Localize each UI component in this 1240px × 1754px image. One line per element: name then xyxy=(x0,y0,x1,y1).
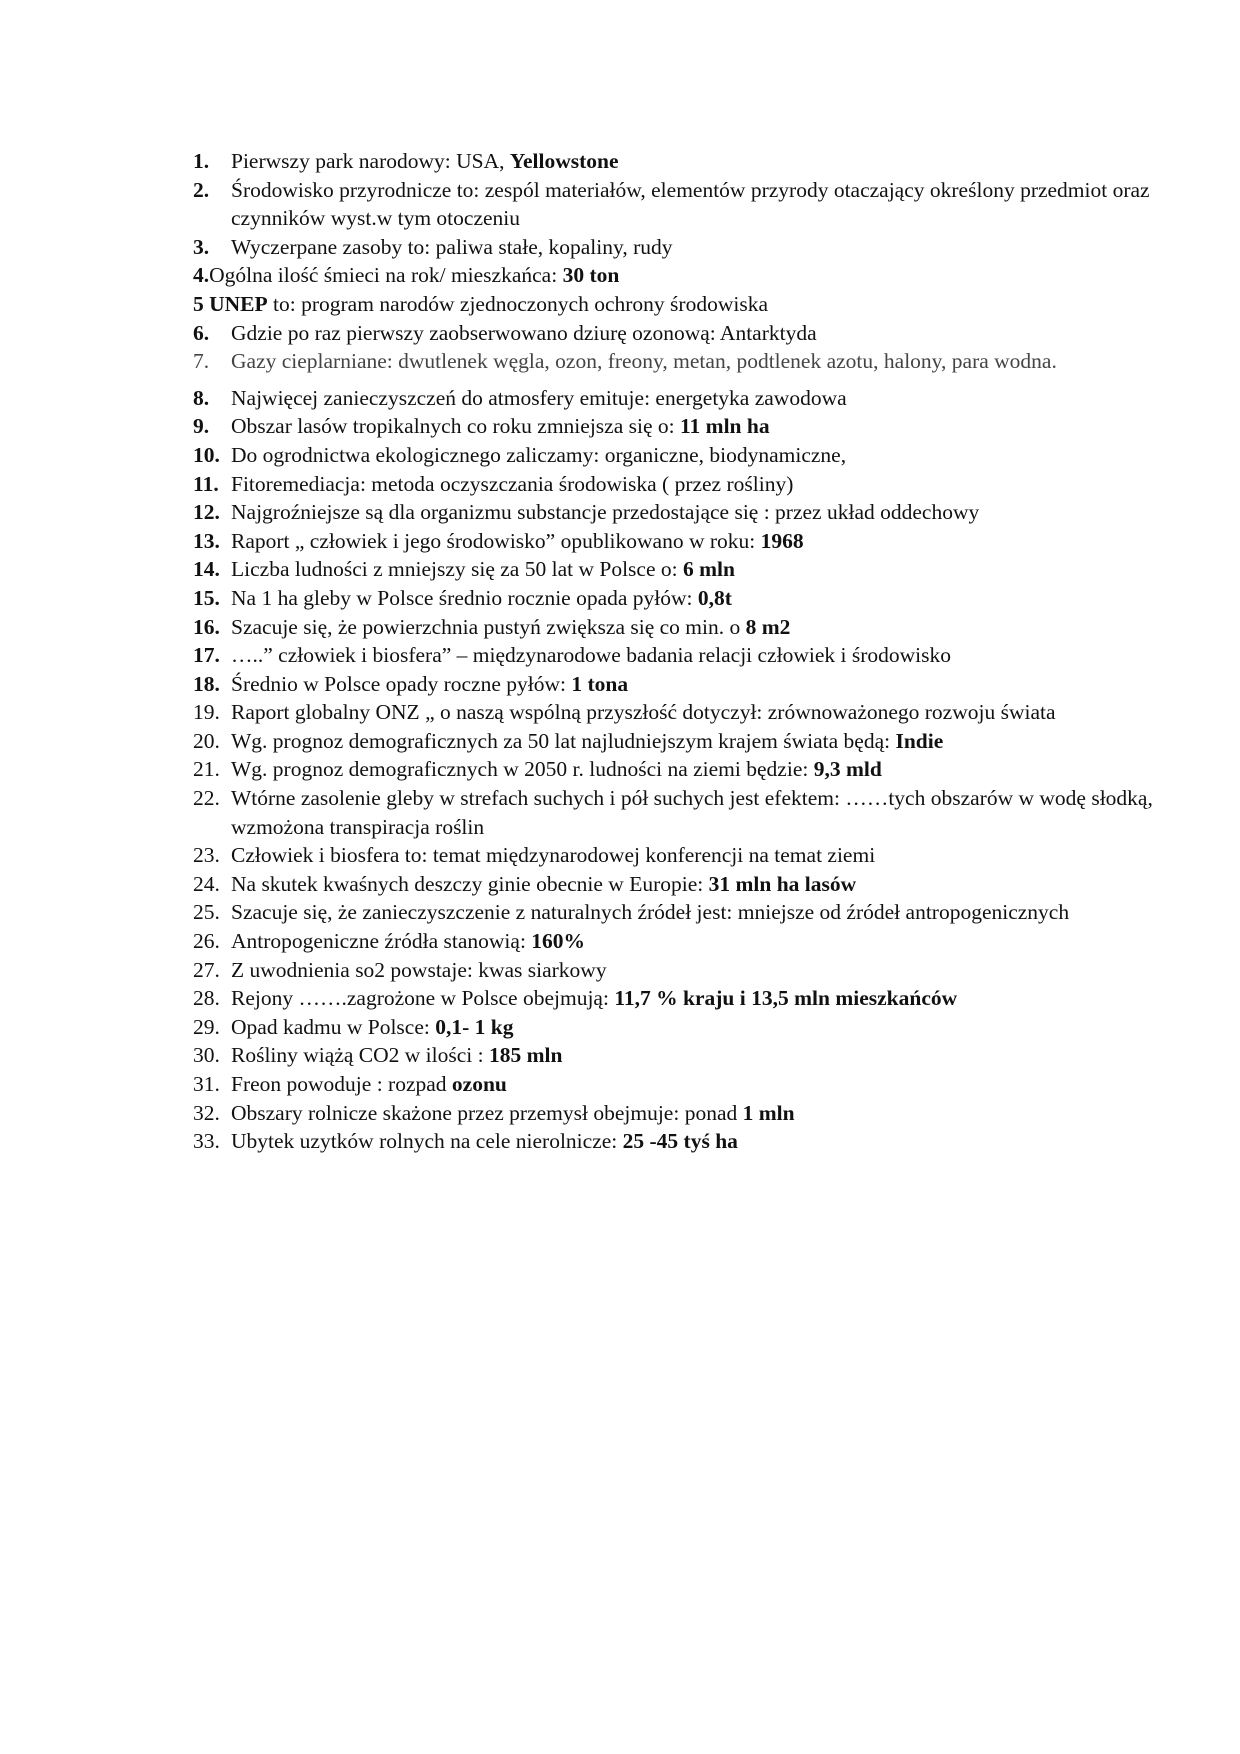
list-item-text xyxy=(231,956,1193,985)
list-item xyxy=(193,641,1193,670)
highlighted-answer: 6 mln xyxy=(682,557,735,582)
list-item-number: 3. xyxy=(193,234,210,259)
list-item-text xyxy=(231,898,1193,927)
list-item-text xyxy=(231,498,1193,527)
list-item xyxy=(193,441,1193,470)
list-item xyxy=(193,898,1193,927)
text-segment: Ubytek uzytków rolnych na cele nierolnicze: xyxy=(231,1129,623,1154)
list-item-number: 25. xyxy=(193,900,220,925)
text-segment: Obszar lasów tropikalnych co roku zmniejsza się o: xyxy=(231,414,680,439)
list-item-number: 10. xyxy=(193,442,220,467)
list-item-text xyxy=(209,263,619,287)
list-item-number: 9. xyxy=(193,414,210,439)
list-item-text xyxy=(231,1041,1193,1070)
text-segment: Wg. prognoz demograficznych w 2050 r. ludności na ziemi będzie: xyxy=(231,757,814,782)
list-item xyxy=(193,319,1193,348)
list-item xyxy=(193,147,1193,176)
list-item-number: 22. xyxy=(193,786,220,811)
list-item xyxy=(193,670,1193,699)
list-item-text xyxy=(231,384,1193,413)
list-item-number: 4. xyxy=(193,263,210,288)
list-item-number: 16. xyxy=(193,614,220,639)
text-segment: Gazy cieplarniane: dwutlenek węgla, ozon, freony, metan, podtlenek azotu, halony, para wodna. xyxy=(231,349,1057,374)
text-segment: Fitoremediacja: metoda oczyszczania środowiska ( przez rośliny) xyxy=(231,471,794,496)
text-segment: Szacuje się, że zanieczyszczenie z naturalnych źródeł jest: mniejsze od źródeł antropogenicznych xyxy=(231,900,1070,925)
highlighted-answer: 8 m2 xyxy=(745,614,791,639)
list-item xyxy=(193,870,1193,899)
list-item-number: 12. xyxy=(193,500,220,525)
list-item xyxy=(193,290,1193,319)
list-item xyxy=(193,527,1193,556)
text-segment: Wg. prognoz demograficznych za 50 lat najludniejszym krajem świata będą: xyxy=(231,728,896,753)
list-item-number: 2. xyxy=(193,177,210,202)
list-item xyxy=(193,498,1193,527)
list-item-text xyxy=(231,147,1193,176)
list-item-number: 15. xyxy=(193,585,220,610)
highlighted-answer: UNEP xyxy=(209,291,268,316)
list-item-text xyxy=(231,412,1193,441)
text-segment: Człowiek i biosfera to: temat międzynarodowej konferencji na temat ziemi xyxy=(231,843,876,868)
list-item xyxy=(193,233,1193,262)
text-segment: Opad kadmu w Polsce: xyxy=(231,1014,436,1039)
list-item xyxy=(193,927,1193,956)
list-item xyxy=(193,1127,1193,1156)
list-item xyxy=(193,347,1193,376)
list-item xyxy=(193,613,1193,642)
list-item-text xyxy=(231,233,1193,262)
text-segment: Rośliny wiążą CO2 w ilości : xyxy=(231,1043,489,1068)
list-item-number: 1. xyxy=(193,149,210,173)
text-segment: Wyczerpane zasoby to: paliwa stałe, kopaliny, rudy xyxy=(231,234,673,259)
text-segment: Najwięcej zanieczyszczeń do atmosfery emituje: energetyka zawodowa xyxy=(231,385,847,410)
highlighted-answer: 31 mln ha lasów xyxy=(708,871,857,896)
list-item xyxy=(193,1099,1193,1128)
list-item-text xyxy=(231,641,1193,670)
list-item-text xyxy=(231,584,1193,613)
text-segment: Gdzie po raz pierwszy zaobserwowano dziurę ozonową: Antarktyda xyxy=(231,320,817,345)
list-item-text xyxy=(231,441,1193,470)
highlighted-answer: Yellowstone xyxy=(509,149,619,173)
list-item-text xyxy=(231,927,1193,956)
list-item xyxy=(193,470,1193,499)
list-item-text xyxy=(231,1099,1193,1128)
list-item-number: 13. xyxy=(193,528,220,553)
list-item-text xyxy=(231,870,1193,899)
list-item-number: 21. xyxy=(193,757,220,782)
highlighted-answer: 11,7 % kraju i 13,5 mln mieszkańców xyxy=(614,986,958,1011)
list-item-text xyxy=(231,470,1193,499)
text-segment: Najgroźniejsze są dla organizmu substancje przedostające się : przez układ oddechowy xyxy=(231,500,980,525)
list-item-number: 33. xyxy=(193,1129,220,1154)
highlighted-answer: 11 mln ha xyxy=(679,414,770,439)
list-item-number: 23. xyxy=(193,843,220,868)
text-segment: Średnio w Polsce opady roczne pyłów: xyxy=(231,671,572,696)
list-item-number: 31. xyxy=(193,1072,220,1096)
text-segment: Freon powoduje : rozpad xyxy=(231,1072,452,1096)
text-segment: Rejony …….zagrożone w Polsce obejmują: xyxy=(231,986,615,1011)
list-item-text xyxy=(231,176,1193,233)
list-item-text xyxy=(231,698,1193,727)
highlighted-answer: 30 ton xyxy=(562,263,620,288)
list-item-text xyxy=(231,1070,1193,1099)
list-item-text xyxy=(231,319,1193,348)
highlighted-answer: 9,3 mld xyxy=(813,757,882,782)
list-item xyxy=(193,412,1193,441)
list-item-number: 19. xyxy=(193,700,220,725)
list-item xyxy=(193,956,1193,985)
list-item-number: 24. xyxy=(193,871,220,896)
list-item xyxy=(193,1070,1193,1099)
text-segment: Do ogrodnictwa ekologicznego zaliczamy: organiczne, biodynamiczne, xyxy=(231,442,847,467)
list-item-text xyxy=(231,1127,1193,1156)
list-item-text xyxy=(231,527,1193,556)
list-item-number: 5 xyxy=(193,291,204,316)
highlighted-answer: Indie xyxy=(895,728,944,753)
list-item-text xyxy=(231,555,1193,584)
list-item xyxy=(193,727,1193,756)
list-item xyxy=(193,755,1193,784)
list-item xyxy=(193,841,1193,870)
list-item xyxy=(193,1013,1193,1042)
text-segment: Obszary rolnicze skażone przez przemysł obejmuje: ponad xyxy=(231,1100,743,1125)
list-item-number: 30. xyxy=(193,1043,220,1068)
list-item xyxy=(193,984,1193,1013)
highlighted-answer: 0,8t xyxy=(697,585,732,610)
text-segment: Pierwszy park narodowy: USA, xyxy=(231,149,510,173)
list-item xyxy=(193,555,1193,584)
list-item xyxy=(193,176,1193,233)
highlighted-answer: 1968 xyxy=(760,528,804,553)
text-segment: Raport globalny ONZ „ o naszą wspólną przyszłość dotyczył: zrównoważonego rozwoju świata xyxy=(231,700,1056,725)
text-segment: Na skutek kwaśnych deszczy ginie obecnie w Europie: xyxy=(231,871,709,896)
list-item-number: 20. xyxy=(193,728,220,753)
list-item-number: 32. xyxy=(193,1100,220,1125)
list-item-number: 18. xyxy=(193,671,220,696)
list-item-text xyxy=(231,841,1193,870)
document-page xyxy=(193,147,1193,1156)
list-item-text xyxy=(231,613,1193,642)
list-item xyxy=(193,261,1193,290)
highlighted-answer: 160% xyxy=(531,929,586,954)
list-item xyxy=(193,384,1193,413)
highlighted-answer: 185 mln xyxy=(488,1043,563,1068)
list-item-text xyxy=(231,784,1193,841)
list-gap xyxy=(193,376,1193,384)
list-item-text xyxy=(231,727,1193,756)
highlighted-answer: 1 tona xyxy=(571,671,629,696)
text-segment: Raport „ człowiek i jego środowisko” opublikowano w roku: xyxy=(231,528,761,553)
list-item xyxy=(193,584,1193,613)
numbered-list xyxy=(193,147,1193,1156)
highlighted-answer: 0,1- 1 kg xyxy=(435,1014,514,1039)
list-item-number: 7. xyxy=(193,349,210,374)
highlighted-answer: 25 -45 tyś ha xyxy=(622,1129,738,1154)
list-item-text xyxy=(231,670,1193,699)
list-item-number: 11. xyxy=(193,471,219,496)
highlighted-answer: ozonu xyxy=(451,1072,507,1096)
list-item xyxy=(193,1041,1193,1070)
list-item-number: 8. xyxy=(193,385,210,410)
list-item xyxy=(193,784,1193,841)
text-segment: Środowisko przyrodnicze to: zespól materiałów, elementów przyrody otaczający określony przedmiot oraz czynników wyst.w tym otoczeniu xyxy=(231,177,1150,231)
text-segment: Antropogeniczne źródła stanowią: xyxy=(231,929,532,954)
list-item-text xyxy=(204,292,768,316)
list-item-text xyxy=(231,984,1193,1013)
text-segment: Liczba ludności z mniejszy się za 50 lat w Polsce o: xyxy=(231,557,683,582)
list-item-text xyxy=(231,347,1193,376)
list-item-number: 14. xyxy=(193,557,220,582)
list-item-text xyxy=(231,1013,1193,1042)
text-segment: …..” człowiek i biosfera” – międzynarodowe badania relacji człowiek i środowisko xyxy=(231,643,951,668)
list-item-number: 28. xyxy=(193,986,220,1011)
text-segment: Ogólna ilość śmieci na rok/ mieszkańca: xyxy=(209,263,563,288)
list-item xyxy=(193,698,1193,727)
text-segment: Na 1 ha gleby w Polsce średnio rocznie opada pyłów: xyxy=(231,585,698,610)
highlighted-answer: 1 mln xyxy=(742,1100,795,1125)
list-item-number: 29. xyxy=(193,1014,220,1039)
list-item-number: 27. xyxy=(193,957,220,982)
list-item-number: 6. xyxy=(193,320,210,345)
text-segment: to: program narodów zjednoczonych ochrony środowiska xyxy=(267,291,768,316)
text-segment: Z uwodnienia so2 powstaje: kwas siarkowy xyxy=(231,957,607,982)
list-item-number: 26. xyxy=(193,929,220,954)
text-segment: Szacuje się, że powierzchnia pustyń zwiększa się co min. o xyxy=(231,614,746,639)
text-segment: Wtórne zasolenie gleby w strefach suchych i pół suchych jest efektem: ……tych obszarów w wodę słodką, wzmożona transpiracja roślin xyxy=(231,786,1153,839)
list-item-text xyxy=(231,755,1193,784)
list-item-number: 17. xyxy=(193,643,220,668)
